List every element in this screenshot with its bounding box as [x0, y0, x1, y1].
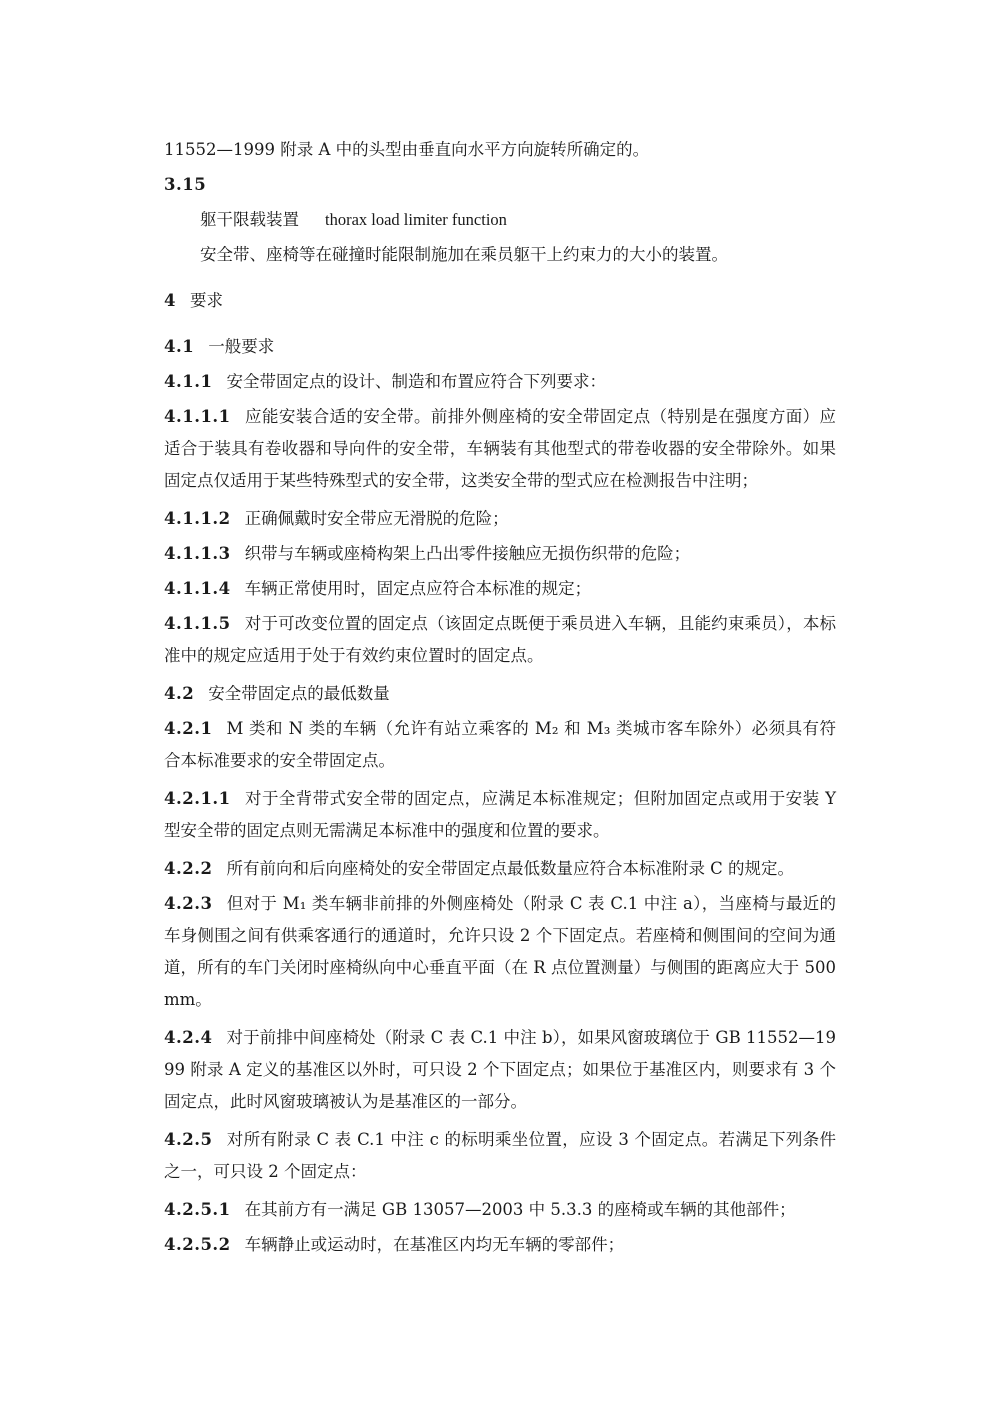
clause-text: 在其前方有一满足 GB 13057—2003 中 5.3.3 的座椅或车辆的其他部件； [244, 1200, 796, 1219]
clause-4-1-1-5 [164, 608, 836, 672]
clause-number: 4.1 [164, 337, 195, 356]
clause-text: 织带与车辆或座椅构架上凸出零件接触应无损伤织带的危险； [244, 544, 691, 563]
clause-text: 所有前向和后向座椅处的安全带固定点最低数量应符合本标准附录 C 的规定。 [226, 859, 795, 878]
clause-text: 安全带固定点的最低数量 [208, 684, 390, 703]
clause-text: 应能安装合适的安全带。前排外侧座椅的安全带固定点（特别是在强度方面）应适合于装具有卷收器和导向件的安全带，车辆装有其他型式的带卷收器的安全带除外。如果固定点仅适用于某些特殊型式的安全带，这类安全带的型式应在检测报告中注明； [164, 407, 836, 490]
clause-4-1-1-1 [164, 401, 836, 497]
clause-text: 正确佩戴时安全带应无滑脱的危险； [244, 509, 509, 528]
clause-4-1-1-3 [164, 538, 836, 570]
clause-number: 4 [164, 291, 176, 310]
clause-text: 对于前排中间座椅处（附录 C 表 C.1 中注 b），如果风窗玻璃位于 GB 11552—1999 附录 A 定义的基准区以外时，可只设 2 个下固定点；如果位于基准区内，则要求有 3 个固定点，此时风窗玻璃被认为是基准区的一部分。 [164, 1028, 836, 1111]
clause-4-1 [164, 331, 836, 363]
clause-4-1-1-2 [164, 503, 836, 535]
clause-text: 车辆静止或运动时，在基准区内均无车辆的零部件； [244, 1235, 625, 1254]
term-definition-text: 安全带、座椅等在碰撞时能限制施加在乘员躯干上约束力的大小的装置。 [200, 245, 728, 264]
clause-4-2-5-1 [164, 1194, 836, 1226]
clause-text: 要求 [189, 291, 223, 310]
clause-4-2-1-1 [164, 783, 836, 847]
clause-number: 3.15 [164, 175, 207, 194]
clause-number: 4.1.1 [164, 372, 213, 391]
clause-text: 对于全背带式安全带的固定点，应满足本标准规定；但附加固定点或用于安装 Y 型安全带的固定点则无需满足本标准中的强度和位置的要求。 [164, 789, 836, 840]
clause-text: 对于可改变位置的固定点（该固定点既便于乘员进入车辆，且能约束乘员），本标准中的规定应适用于处于有效约束位置时的固定点。 [164, 614, 836, 665]
clause-text: 但对于 M₁ 类车辆非前排的外侧座椅处（附录 C 表 C.1 中注 a），当座椅与最近的车身侧围之间有供乘客通行的通道时，允许只设 2 个下固定点。若座椅和侧围间的空间为通道，所有的车门关闭时座椅纵向中心垂直平面（在 R 点位置测量）与侧围的距离应大于 500mm。 [164, 894, 836, 1009]
section-heading-4 [164, 285, 836, 317]
clause-4-2-3 [164, 888, 836, 1016]
clause-4-1-1 [164, 366, 836, 398]
clause-4-2 [164, 678, 836, 710]
clause-number: 4.2.3 [164, 894, 213, 913]
clause-4-1-1-4 [164, 573, 836, 605]
clause-number: 4.2.5 [164, 1130, 213, 1149]
clause-text: 一般要求 [208, 337, 275, 356]
clause-number: 4.2.2 [164, 859, 213, 878]
clause-4-2-1 [164, 713, 836, 777]
clause-4-2-5-2 [164, 1229, 836, 1261]
clause-number: 4.2.4 [164, 1028, 213, 1047]
clause-number: 4.1.1.3 [164, 544, 231, 563]
document-body [164, 134, 836, 1264]
term-en: thorax load limiter function [325, 210, 507, 229]
clause-4-2-2 [164, 853, 836, 885]
clause-4-2-5 [164, 1124, 836, 1188]
clause-3-15 [164, 169, 836, 201]
clause-number: 4.1.1.2 [164, 509, 231, 528]
clause-number: 4.2.5.2 [164, 1235, 231, 1254]
term-zh: 躯干限载装置 [200, 210, 299, 229]
clause-number: 4.2.1.1 [164, 789, 231, 808]
clause-number: 4.1.1.4 [164, 579, 231, 598]
clause-number: 4.2.5.1 [164, 1200, 231, 1219]
clause-number: 4.2 [164, 684, 195, 703]
clause-text: M 类和 N 类的车辆（允许有站立乘客的 M₂ 和 M₃ 类城市客车除外）必须具有符合本标准要求的安全带固定点。 [164, 719, 836, 770]
clause-number: 4.1.1.1 [164, 407, 231, 426]
term-definition-heading [164, 204, 836, 236]
paragraph-continuation: 11552—1999 附录 A 中的头型由垂直向水平方向旋转所确定的。 [164, 140, 650, 159]
clause-4-2-4 [164, 1022, 836, 1118]
clause-number: 4.1.1.5 [164, 614, 231, 633]
clause-text: 车辆正常使用时，固定点应符合本标准的规定； [244, 579, 592, 598]
clause-text: 对所有附录 C 表 C.1 中注 c 的标明乘坐位置，应设 3 个固定点。若满足下列条件之一，可只设 2 个固定点： [164, 1130, 836, 1181]
clause-text: 安全带固定点的设计、制造和布置应符合下列要求： [226, 372, 606, 391]
clause-number: 4.2.1 [164, 719, 213, 738]
